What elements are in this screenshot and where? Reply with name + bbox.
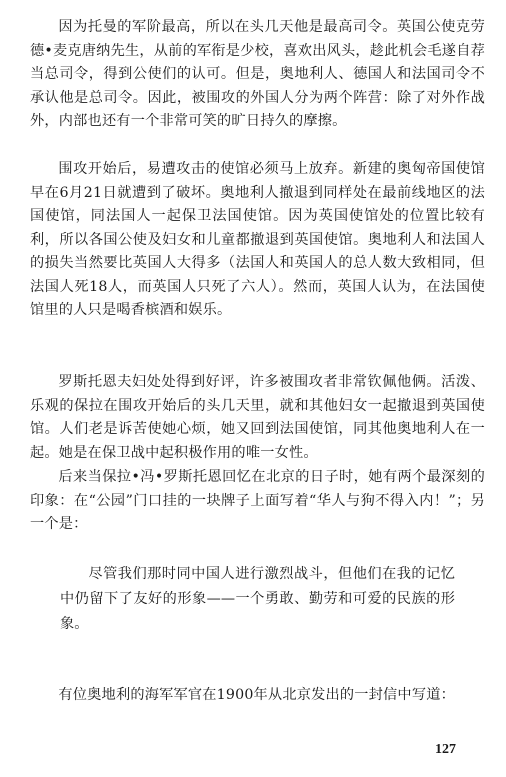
page-number: 127 bbox=[435, 742, 456, 757]
paragraph-3: 罗斯托恩夫妇处处得到好评，许多被围攻者非常钦佩他俩。活泼、乐观的保拉在围攻开始后的头几天里，就和其他妇女一起撤退到英国使馆。人们老是诉苦使她心烦，她又回到法国使馆，同其他奥地利人在一起。她是在保卫战中起积极作用的唯一女性。 bbox=[30, 374, 485, 461]
paragraph-2: 围攻开始后，易遭攻击的使馆必须马上放弃。新建的奥匈帝国使馆早在6月21日就遭到了破坏。奥地利人撤退到同样处在最前线地区的法国使馆，同法国人一起保卫法国使馆。因为英国使馆处的位置比较有利，所以各国公使及妇女和儿童都撤退到英国使馆。奥地利人和法国人的损失当然要比英国人大得多（法国人和英国人的总人数大致相同，但法国人死18人，而英国人只死了六人）。然而，英国人认为，在法国使馆里的人只是喝香槟酒和娱乐。 bbox=[30, 161, 485, 318]
block-quote: 尽管我们那时同中国人进行激烈战斗，但他们在我的记忆中仍留下了友好的形象——一个勇敢、勤劳和可爱的民族的形象。 bbox=[60, 566, 455, 632]
paragraph-4: 后来当保拉•冯•罗斯托恩回忆在北京的日子时，她有两个最深刻的印象：在“公园”门口挂的一块牌子上面写着“华人与狗不得入内！”；另一个是： bbox=[30, 469, 485, 532]
closing-paragraph: 有位奥地利的海军军官在1900年从北京发出的一封信中写道： bbox=[58, 687, 455, 703]
paragraph-1: 因为托曼的军阶最高，所以在头几天他是最高司令。英国公使克劳德•麦克唐纳先生，从前的军衔是少校，喜欢出风头，趁此机会毛遂自荐当总司令，得到公使们的认可。但是，奥地利人、德国人和法国司令不承认他是总司令。因此，被围攻的外国人分为两个阵营：除了对外作战外，内部也还有一个非常可笑的旷日持久的摩擦。 bbox=[30, 19, 485, 129]
